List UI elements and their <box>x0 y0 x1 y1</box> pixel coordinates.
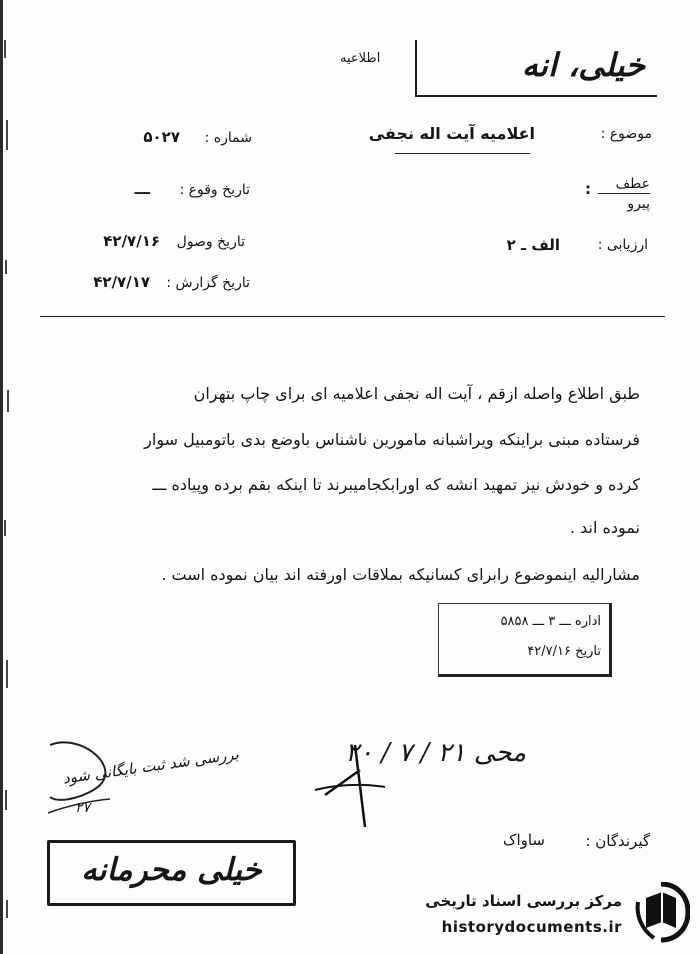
atf-divider <box>598 193 650 194</box>
event-date-value: ـــ <box>134 180 150 198</box>
confidential-stamp-text: خیلی محرمانه <box>81 852 262 888</box>
body-line-2: فرستاده مبنی براینکه ویراشبانه مامورین ناشناس باوضع بدی باتومبیل سوار <box>144 430 640 449</box>
watermark-text: مرکز بررسی اسناد تاریخی <box>425 892 622 910</box>
handwritten-note: بررسی شد ثبت بایگانی شود <box>61 745 240 788</box>
receipt-date-label: تاریخ وصول <box>176 234 245 250</box>
subject-label: موضوع : <box>600 126 652 142</box>
recipients-value: ساواک <box>503 831 545 849</box>
header-divider <box>40 316 665 317</box>
body-line-4: نموده اند . <box>569 518 640 537</box>
watermark-url: historydocuments.ir <box>441 918 622 936</box>
body-line-1: طبق اطلاع واصله ازقم ، آیت اله نجفی اعلامیه ای برای چاپ بتهران <box>193 384 640 403</box>
reception-stamp <box>438 603 612 677</box>
number-value: ۵۰۲۷ <box>143 128 180 146</box>
reception-stamp-date: تاریخ ۴۲/۷/۱۶ <box>527 644 601 659</box>
evaluation-label: ارزیابی : <box>597 237 648 253</box>
subject-underline <box>395 153 530 155</box>
evaluation-value: الف ـ ۲ <box>506 236 560 254</box>
atf-label: عطف <box>615 176 650 192</box>
report-date-label: تاریخ گزارش : <box>166 275 250 291</box>
notice-tag: اطلاعیه <box>340 51 381 66</box>
reception-stamp-office: اداره ـــ ۳ ـــ ۵۸۵۸ <box>500 614 601 629</box>
recipients-label: گیرندگان : <box>585 832 650 850</box>
handwritten-initials: محی ۲۱ / ۷ / ۲۰ <box>345 738 527 768</box>
number-label: شماره : <box>204 130 252 146</box>
top-classification-stamp <box>415 40 657 97</box>
receipt-date-value: ۴۲/۷/۱۶ <box>103 232 160 250</box>
archive-logo-icon <box>632 882 690 944</box>
top-stamp-text: خیلی، انه <box>521 46 645 84</box>
subject-value: اعلامیه آیت اله نجفی <box>368 124 535 143</box>
confidential-stamp <box>47 840 296 906</box>
body-line-5: مشارالیه اینموضوع رابرای کسانیکه بملاقات اورفته اند بیان نموده است . <box>161 565 640 584</box>
page-edge <box>0 0 13 954</box>
handwritten-note-number: ۲۷ <box>75 800 91 816</box>
event-date-label: تاریخ وقوع : <box>179 182 250 198</box>
atf-colon: : <box>585 180 592 198</box>
report-date-value: ۴۲/۷/۱۷ <box>93 273 150 291</box>
handwriting-strokes <box>40 735 460 830</box>
peyro-label: پیرو <box>627 196 650 212</box>
body-line-3: کرده و خودش نیز تمهید انشه که اورابکجامیبرند تا اینکه بقم برده وپیاده ـــ <box>152 475 640 494</box>
